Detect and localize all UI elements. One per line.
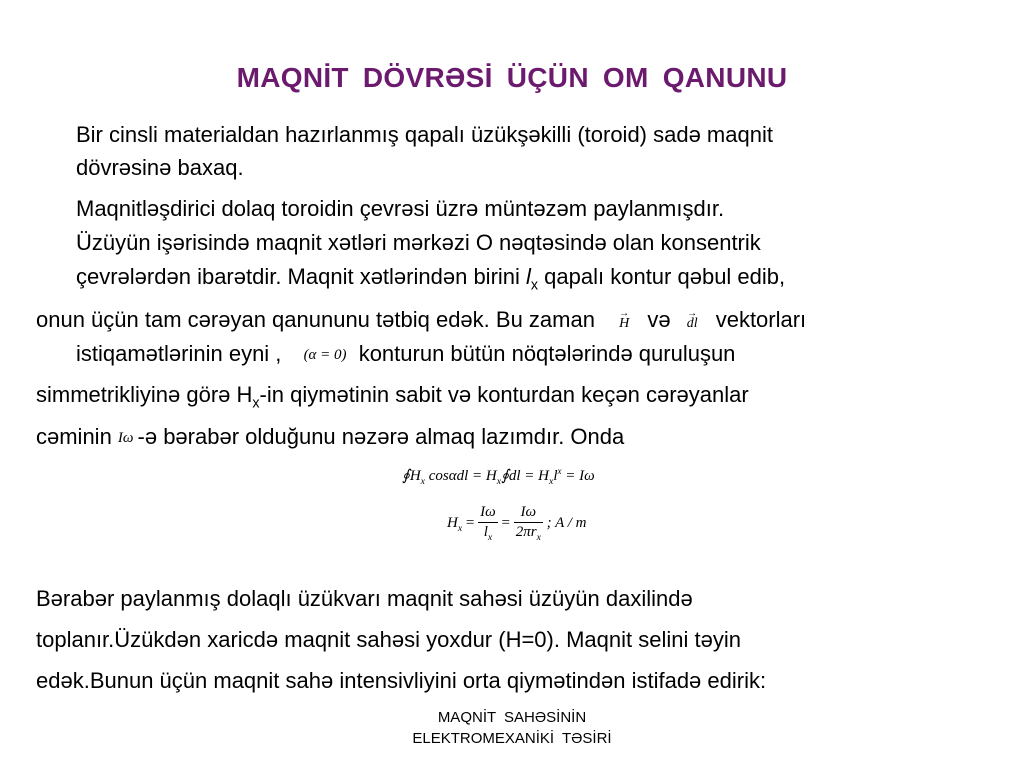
subscript-x: x <box>530 277 539 294</box>
paragraph-3-line-3: edək.Bunun üçün maqnit sahə intensivliyini orta qiymətindən istifadə edirik: <box>36 668 767 693</box>
vector-arrow-icon: → <box>687 308 698 319</box>
text-fragment: cəminin <box>36 424 118 449</box>
paragraph-3-line-1: Bərabər paylanmış dolaqlı üzükvarı maqnit sahəsi üzüyün daxilində <box>36 586 693 611</box>
subscript-x: x <box>252 395 260 412</box>
text-fragment: simmetrikliyinə görə H <box>36 382 253 407</box>
text-fragment: konturun bütün nöqtələrində quruluşun <box>358 341 736 366</box>
vector-arrow-icon: → <box>619 308 630 319</box>
text-fragment: istiqamətlərinin eyni , <box>76 341 282 366</box>
paragraph-2-line-7 <box>36 424 624 451</box>
fraction-numerator: Iω <box>478 504 498 523</box>
formula-part: l <box>553 468 558 484</box>
paragraph-2-line-2: Üzüyün işərisində maqnit xətləri mərkəzi O nəqtəsində olan konsentrik <box>76 230 761 255</box>
paragraph-2-line-3 <box>76 264 785 298</box>
footer-line-1: MAQNİT SAHƏSİNİN <box>437 709 587 726</box>
paragraph-2-line-4 <box>36 307 806 337</box>
formula-sub: x <box>420 476 425 487</box>
text-fragment: və <box>647 307 671 332</box>
fraction-2 <box>514 504 543 543</box>
vector-dl: → dl <box>687 311 698 337</box>
paragraph-2-line-5 <box>76 341 735 368</box>
paragraph-2-line-1: Maqnitləşdirici dolaq toroidin çevrəsi üzrə müntəzəm paylanmışdır. <box>76 196 725 221</box>
formula-part: ∮H <box>402 468 421 484</box>
formula-part: H <box>447 514 458 531</box>
fraction-numerator: Iω <box>514 504 543 523</box>
text-fragment: onun üçün tam cərəyan qanununu tətbiq edək. Bu zaman <box>36 307 602 332</box>
text-fragment: -ə bərabər olduğunu nəzərə almaq lazımdır. Onda <box>137 424 625 449</box>
math-alpha-zero: (α = 0) <box>303 347 347 364</box>
formula-part: cosαdl = H <box>424 468 497 484</box>
formula-equals: = <box>501 514 510 531</box>
formula-circulation <box>402 466 595 487</box>
formula-unit: ; A / m <box>546 514 587 531</box>
formula-sup: x <box>557 466 562 476</box>
text-fragment: çevrələrdən ibarətdir. Maqnit xətlərindən birini <box>76 264 527 289</box>
formula-equals: = <box>465 514 475 531</box>
paragraph-1-line-2: dövrəsinə baxaq. <box>76 155 244 180</box>
fraction-denominator: $2\pi r_x$ <box>515 524 541 543</box>
page-title: MAQNİT DÖVRƏSİ ÜÇÜN OM QANUNU <box>236 62 788 93</box>
vector-h: → H <box>619 311 629 337</box>
text-fragment: -in qiymətinin sabit və konturdan keçən cərəyanlar <box>259 382 749 407</box>
paragraph-2-line-6 <box>36 382 749 416</box>
paragraph-1-line-1: Bir cinsli materialdan hazırlanmış qapalı üzükşəkilli (toroid) sadə maqnit <box>76 122 773 147</box>
symbol-l: l <box>526 264 531 289</box>
formula-field-intensity <box>447 504 587 543</box>
footer-line-2: ELEKTROMEXANİKİ TƏSİRİ <box>412 730 612 747</box>
fraction-denominator: $l_x$ <box>483 524 493 543</box>
fraction-1 <box>478 504 498 543</box>
formula-part: = Iω <box>561 468 595 484</box>
formula-sub: x <box>457 522 463 534</box>
math-i-omega: Iω <box>117 430 134 447</box>
text-fragment: vektorları <box>715 307 807 332</box>
paragraph-3-line-2: toplanır.Üzükdən xaricdə maqnit sahəsi yoxdur (H=0). Maqnit selini təyin <box>36 627 741 652</box>
text-fragment: qapalı kontur qəbul edib, <box>538 264 786 289</box>
formula-part: ∮dl = H <box>501 468 549 484</box>
formula-sub: x <box>496 476 502 487</box>
formula-sub: x <box>549 476 554 487</box>
